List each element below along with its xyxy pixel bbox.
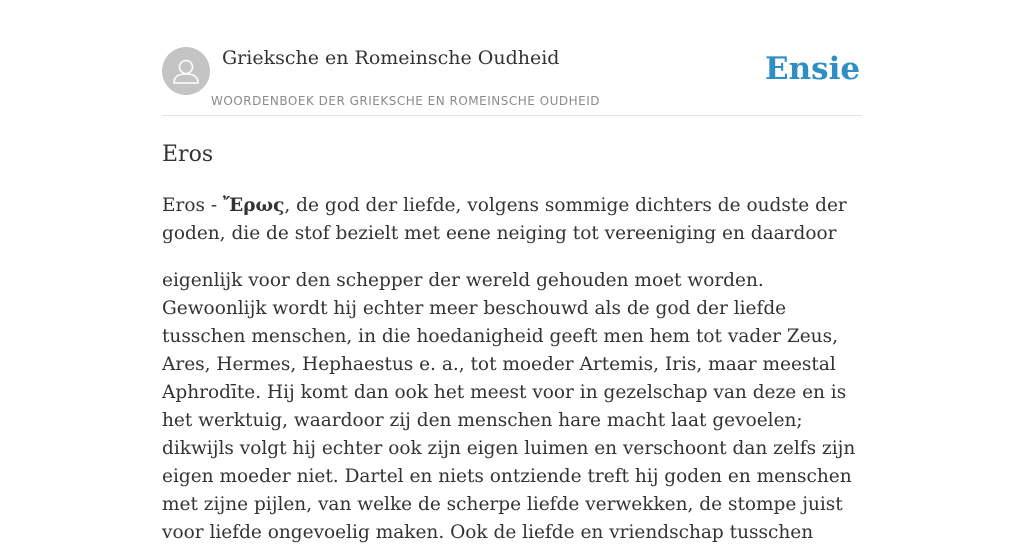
entry-definition: , de god der liefde, volgens sommige dichters de oudste der goden, die de stof bezielt met eene neiging tot vereeniging en daardoor	[162, 195, 847, 244]
greek-term: Ἔρως	[223, 195, 285, 216]
header-divider	[162, 115, 862, 116]
avatar[interactable]	[162, 47, 210, 95]
article-paragraph: eigenlijk voor den schepper der wereld gehouden moet worden. Gewoonlijk wordt hij echter meer beschouwd als de god der liefde tusschen menschen, in die hoedanigheid geeft men hem tot vader Zeus, Ares, Hermes, Hephaestus e. a., tot moeder Artemis, Iris, maar meestal Aphrodīte. Hij komt dan ook het meest voor in gezelschap van deze en is het werktuig, waardoor zij den menschen hare macht laat gevoelen; dikwijls volgt hij echter ook zijn eigen luimen en verschoont dan zelfs zijn eigen moeder niet. Dartel en niets ontziende treft hij goden en menschen met zijne pijlen, van welke de scherpe liefde verwekken, de stompe juist voor liefde ongevoelig maken. Ook de liefde en vriendschap tusschen	[162, 270, 856, 543]
source-title[interactable]: Grieksche en Romeinsche Oudheid	[222, 47, 560, 69]
ensie-logo[interactable]: Ensie	[765, 51, 861, 87]
article-paragraph	[162, 192, 867, 248]
user-icon	[162, 47, 210, 95]
entry-term-prefix: Eros -	[162, 195, 223, 216]
source-subtitle[interactable]: WOORDENBOEK DER GRIEKSCHE EN ROMEINSCHE OUDHEID	[211, 94, 601, 108]
page-title: Eros	[162, 142, 214, 167]
